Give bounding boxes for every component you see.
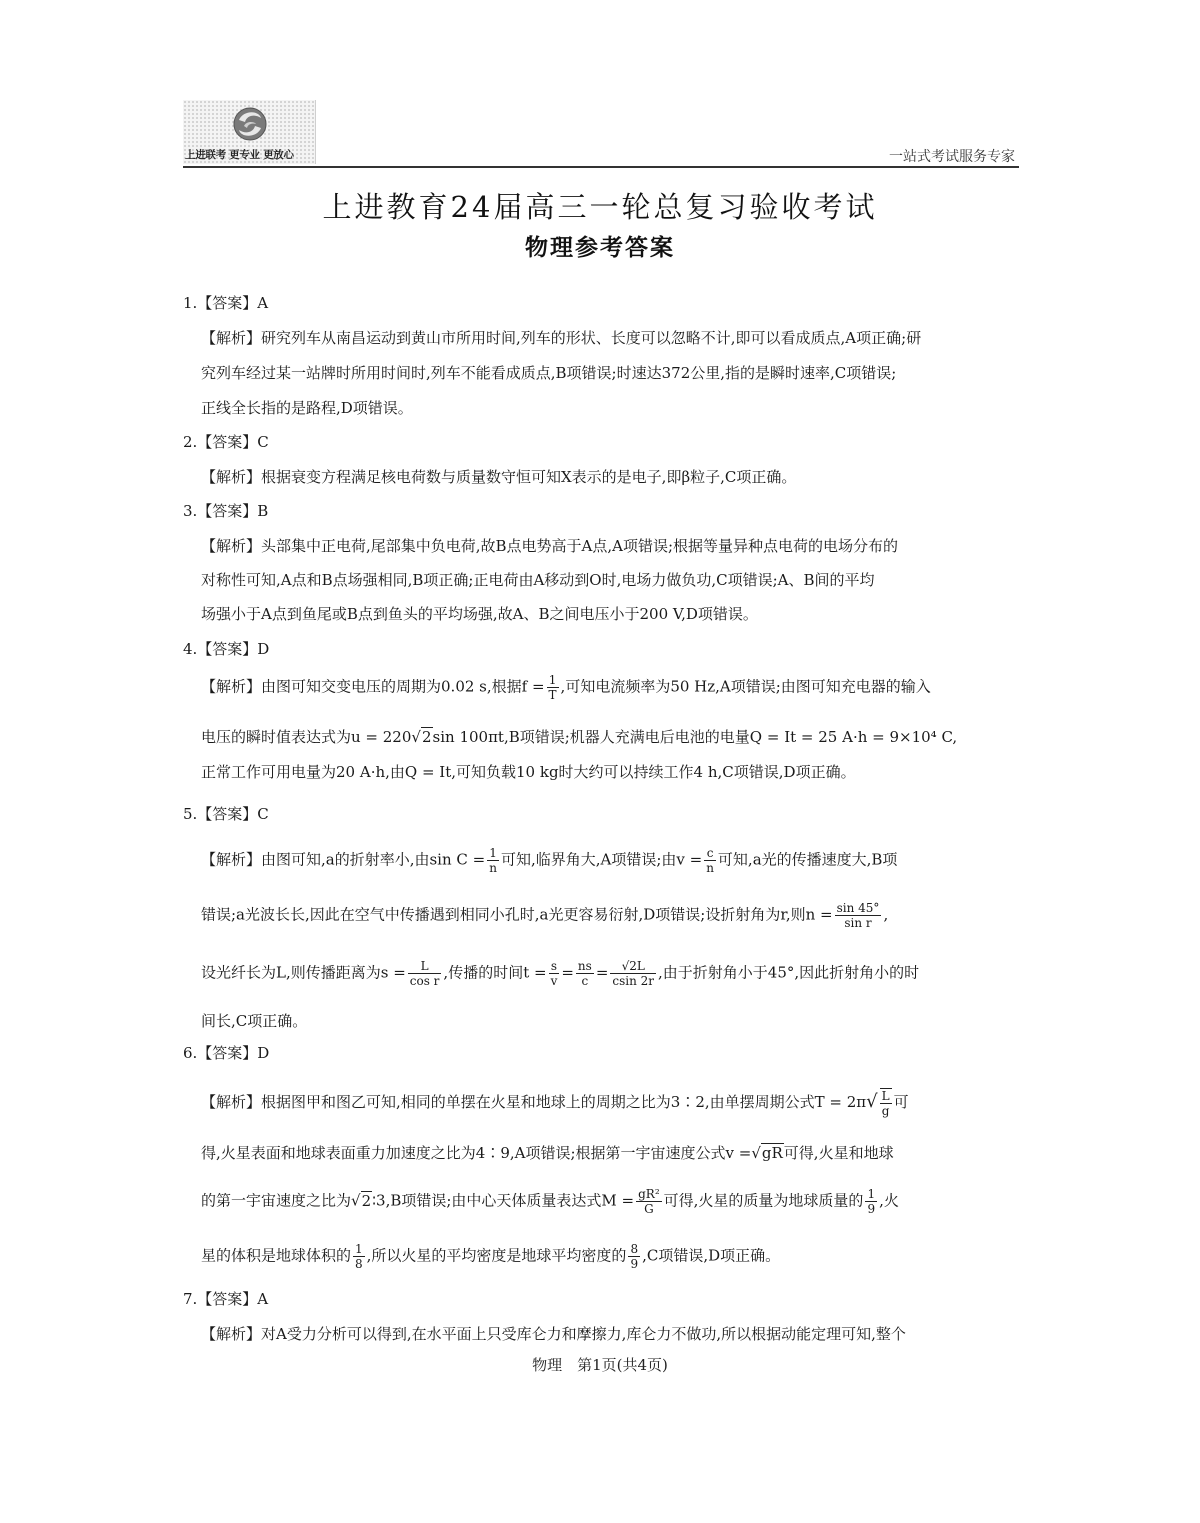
fraction (865, 1187, 877, 1216)
sqrt-radicand: gR (761, 1144, 783, 1162)
explanation-line: 正常工作可用电量为20 A·h,由Q = It,可知负载10 kg时大约可以持续工作4 h,C项错误,D项正确。 (201, 763, 856, 781)
fraction-numerator: √2L (610, 959, 656, 974)
fraction (576, 959, 594, 988)
logo-swirl-icon (229, 106, 271, 142)
fraction (353, 1242, 365, 1271)
fraction-denominator: n (706, 861, 714, 875)
text-segment: 可知,a光的传播速度大,B项 (717, 850, 898, 869)
text-segment: sin 100πt,B项错误;机器人充满电后电池的电量Q = It = 25 A·h = 9×10⁴ C, (432, 728, 958, 746)
text-segment: 可 (893, 1093, 909, 1111)
fraction-numerator: gR² (638, 1187, 660, 1201)
page-footer: 物理 第1页(共4页) (532, 1356, 668, 1374)
fraction-numerator: 1 (487, 846, 499, 861)
explanation-line (201, 846, 897, 875)
page-header (183, 100, 1019, 170)
fraction (636, 1187, 662, 1216)
document-subtitle: 物理参考答案 (525, 235, 675, 261)
logo-slogan: 上进联考 更专业 更放心 (185, 149, 294, 161)
text-segment: ,所以火星的平均密度是地球平均密度的 (366, 1246, 627, 1265)
fraction (628, 1242, 640, 1271)
text-segment: 【解析】由图可知,a的折射率小,由sin C = (201, 850, 486, 869)
explanation-line: 究列车经过某一站牌时所用时间时,列车不能看成质点,B项错误;时速达372公里,指的是瞬时速率,C项错误; (201, 364, 897, 382)
explanation-line: 间长,C项正确。 (201, 1012, 308, 1030)
answer-label-4: 4.【答案】D (183, 640, 270, 658)
fraction-denominator: cos r (409, 974, 440, 988)
fraction-numerator: L (408, 959, 442, 974)
answer-label-5: 5.【答案】C (183, 805, 269, 823)
sqrt-radicand: 2 (421, 728, 432, 746)
explanation-line: 【解析】根据衰变方程满足核电荷数与质量数守恒可知X表示的是电子,即β粒子,C项正确。 (201, 468, 797, 486)
explanation-line (201, 959, 919, 988)
explanation-line: 对称性可知,A点和B点场强相同,B项正确;正电荷由A移动到O时,电场力做负功,C项错误;A、B间的平均 (201, 571, 875, 589)
text-segment: 【解析】根据图甲和图乙可知,相同的单摆在火星和地球上的周期之比为3∶2,由单摆周期公式T = 2π (201, 1093, 867, 1111)
fraction (549, 959, 560, 988)
fraction-numerator: L (881, 1089, 890, 1103)
text-segment: 的第一宇宙速度之比为 (201, 1191, 352, 1210)
fraction (704, 846, 716, 875)
fraction-numerator: c (704, 846, 716, 861)
fraction (487, 846, 499, 875)
text-segment: 得,火星表面和地球表面重力加速度之比为4∶9,A项错误;根据第一宇宙速度公式v = (201, 1144, 752, 1162)
text-segment: 可得,火星的质量为地球质量的 (663, 1191, 864, 1210)
text-segment: 星的体积是地球体积的 (201, 1246, 352, 1265)
fraction-denominator: 9 (630, 1257, 639, 1271)
fraction-numerator: 8 (630, 1242, 639, 1256)
text-segment: ,由于折射角小于45°,因此折射角小的时 (658, 963, 920, 982)
fraction-denominator: g (881, 1104, 890, 1118)
explanation-line: 得,火星表面和地球表面重力加速度之比为4∶9,A项错误;根据第一宇宙速度公式v =√gR可得,火星和地球 (201, 1144, 894, 1162)
answer-label-6: 6.【答案】D (183, 1044, 270, 1062)
explanation-line (201, 901, 888, 930)
explanation-line: 的第一宇宙速度之比为√2∶3,B项错误;由中心天体质量表达式M = $\frac{\text{gR²}}{G}$ 可得,火星的质量为地球质量的 $\frac{1}{9}$ ,火 (201, 1187, 899, 1216)
fraction (835, 901, 882, 930)
document-title: 上进教育24届高三一轮总复习验收考试 (322, 190, 878, 224)
fraction-numerator: 1 (547, 673, 559, 688)
text-segment: , (883, 905, 889, 924)
fraction-denominator: 8 (355, 1257, 363, 1271)
text-segment: 设光纤长为L,则传播距离为s = (201, 963, 406, 982)
brand-logo (183, 100, 316, 164)
fraction (547, 673, 559, 702)
explanation-line: 正线全长指的是路程,D项错误。 (201, 399, 413, 417)
text-segment: 可知,临界角大,A项错误;由v = (500, 850, 703, 869)
fraction-numerator: ns (577, 959, 592, 973)
fraction-denominator: c (581, 974, 589, 988)
header-tagline: 一站式考试服务专家 (889, 149, 1015, 165)
fraction (880, 1088, 892, 1118)
text-segment: 【解析】由图可知交变电压的周期为0.02 s,根据f = (201, 677, 545, 696)
text-segment: ,传播的时间t = (443, 963, 547, 982)
text-segment: ,C项错误,D项正确。 (642, 1246, 781, 1265)
explanation-line: 【解析】根据图甲和图乙可知,相同的单摆在火星和地球上的周期之比为3∶2,由单摆周期公式T = 2π√ $\frac{L}{g}$ 可 (201, 1089, 909, 1118)
fraction-denominator: sin r (844, 916, 872, 930)
text-segment: 可得,火星和地球 (783, 1144, 894, 1162)
text-segment: ,可知电流频率为50 Hz,A项错误;由图可知充电器的输入 (560, 677, 931, 696)
explanation-line (201, 673, 931, 702)
text-segment: ∶3,B项错误;由中心天体质量表达式M = (372, 1191, 635, 1210)
explanation-line (201, 1242, 780, 1271)
explanation-line: 【解析】对A受力分析可以得到,在水平面上只受库仑力和摩擦力,库仑力不做功,所以根据动能定理可知,整个 (201, 1325, 906, 1343)
text-segment: 电压的瞬时值表达式为u = 220 (201, 728, 412, 746)
fraction (610, 959, 656, 988)
fraction-numerator: 1 (867, 1187, 876, 1201)
fraction-denominator: T (548, 688, 557, 702)
fraction-denominator: n (489, 861, 497, 875)
explanation-line: 【解析】研究列车从南昌运动到黄山市所用时间,列车的形状、长度可以忽略不计,即可以看成质点,A项正确;研 (201, 329, 922, 347)
fraction-denominator: csin 2r (612, 974, 655, 988)
answer-label-1: 1.【答案】A (183, 294, 269, 312)
explanation-line: 【解析】头部集中正电荷,尾部集中负电荷,故B点电势高于A点,A项错误;根据等量异种点电荷的电场分布的 (201, 537, 899, 555)
header-divider (183, 166, 1019, 168)
explanation-line: 电压的瞬时值表达式为u = 220√2sin 100πt,B项错误;机器人充满电后电池的电量Q = It = 25 A·h = 9×10⁴ C, (201, 728, 958, 746)
answer-label-2: 2.【答案】C (183, 433, 269, 451)
sqrt-radicand: 2 (361, 1191, 372, 1210)
answer-label-7: 7.【答案】A (183, 1290, 269, 1308)
text-segment: = (595, 963, 609, 982)
fraction (408, 959, 442, 988)
fraction-numerator: s (549, 959, 560, 974)
explanation-line: 场强小于A点到鱼尾或B点到鱼头的平均场强,故A、B之间电压小于200 V,D项错误。 (201, 605, 758, 623)
answer-label-3: 3.【答案】B (183, 502, 269, 520)
fraction-numerator: 1 (355, 1242, 363, 1256)
text-segment: = (561, 963, 574, 982)
fraction-numerator: sin 45° (836, 901, 880, 915)
text-segment: 错误;a光波长长,因此在空气中传播遇到相同小孔时,a光更容易衍射,D项错误;设折射角为r,则n = (201, 905, 833, 924)
fraction-denominator: G (644, 1202, 654, 1216)
fraction-denominator: 9 (867, 1202, 876, 1216)
fraction-denominator: v (550, 974, 558, 988)
text-segment: ,火 (879, 1191, 899, 1210)
